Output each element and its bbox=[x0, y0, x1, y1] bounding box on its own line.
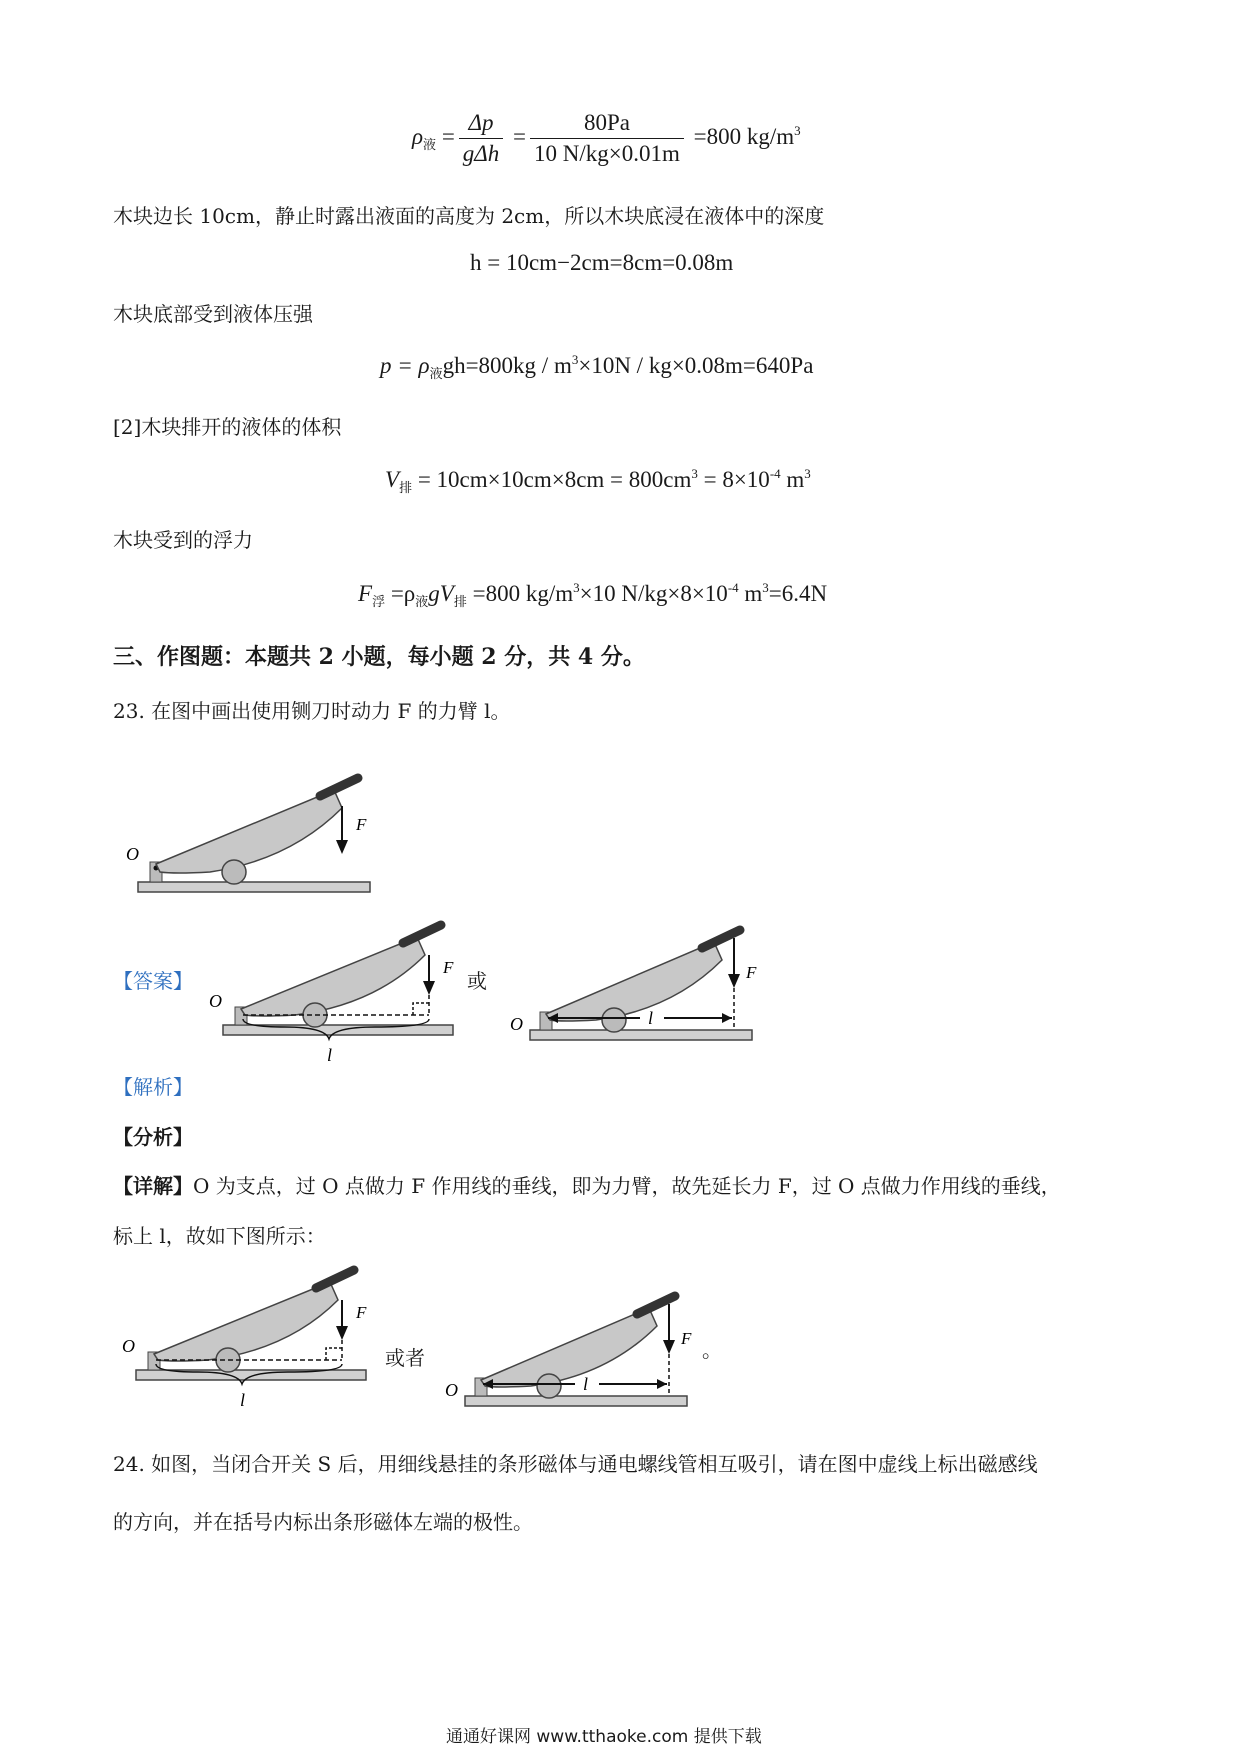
svg-text:F: F bbox=[356, 1303, 367, 1322]
svg-text:l: l bbox=[240, 1390, 246, 1410]
formula-buoyancy: $F_浮 =\rho_液gV_排 =800$ $kg/m^3\times 10$ $N/kg\times 8\times 10^{-4}$ $m^3=6.4N$ bbox=[358, 580, 828, 609]
svg-text:F: F bbox=[443, 958, 454, 977]
svg-text:O: O bbox=[126, 844, 139, 864]
svg-text:l: l bbox=[648, 1008, 654, 1028]
formula-density: $\rho_液$ = $\frac{\Delta p}{\text{gΔh}}$ = $\frac{80Pa}{10 N/kg\times 0.01m}$ =800 $kg/m^3$ bbox=[412, 110, 801, 166]
section-heading: 三、作图题：本题共 2 小题，每小题 2 分，共 4 分。 bbox=[113, 644, 645, 670]
text-depth: 木块边长 10cm，静止时露出液面的高度为 2cm，所以木块底浸在液体中的深度 bbox=[113, 204, 825, 228]
answer-diagram-1 bbox=[205, 915, 460, 1065]
detail-or: 或者 bbox=[385, 1346, 425, 1370]
answer-label: 【答案】 bbox=[113, 969, 193, 993]
text-buoyancy: 木块受到的浮力 bbox=[113, 528, 253, 552]
formula-depth: h = 10cm−2cm=8cm=0.08m bbox=[470, 250, 734, 275]
question-24-line-1: 24. 如图，当闭合开关 S 后，用细线悬挂的条形磁体与通电螺线管相互吸引，请在图中虚线上标出磁感线 bbox=[113, 1452, 1038, 1476]
detail-line-1: 【详解】O 为支点，过 O 点做力 F 作用线的垂线，即为力臂，故先延长力 F，过 O 点做力作用线的垂线， bbox=[113, 1174, 1061, 1198]
text-pressure: 木块底部受到液体压强 bbox=[113, 302, 313, 326]
formula-volume: $V_排 = 10cm\times 10cm\times 8cm = 800cm^3 = 8\times 10^{-4}$ $m^3$ bbox=[385, 466, 811, 495]
svg-text:F: F bbox=[746, 963, 757, 982]
svg-text:O: O bbox=[209, 991, 222, 1011]
footer-text: 通通好课网 www.tthaoke.com 提供下载 bbox=[446, 1727, 762, 1747]
svg-text:l: l bbox=[327, 1045, 333, 1065]
text-volume: [2]木块排开的液体的体积 bbox=[113, 415, 342, 439]
svg-text:O: O bbox=[445, 1380, 458, 1400]
detail-line-2: 标上 l，故如下图所示： bbox=[113, 1224, 326, 1248]
fenxi-label: 【分析】 bbox=[113, 1125, 193, 1149]
svg-text:F: F bbox=[681, 1329, 692, 1348]
detail-diagram-2 bbox=[435, 1284, 695, 1424]
answer-diagram-2 bbox=[500, 918, 760, 1058]
guillotine-question-diagram bbox=[120, 760, 380, 900]
detail-diagram-1 bbox=[118, 1260, 373, 1410]
detail-period: 。 bbox=[702, 1338, 722, 1362]
svg-text:l: l bbox=[583, 1374, 589, 1394]
answer-or: 或 bbox=[467, 969, 487, 993]
analysis-label: 【解析】 bbox=[113, 1075, 193, 1099]
svg-text:O: O bbox=[510, 1014, 523, 1034]
question-24-line-2: 的方向，并在括号内标出条形磁体左端的极性。 bbox=[113, 1510, 533, 1534]
svg-text:O: O bbox=[122, 1336, 135, 1356]
question-23: 23. 在图中画出使用铡刀时动力 F 的力臂 l。 bbox=[113, 699, 511, 723]
svg-text:F: F bbox=[356, 815, 367, 834]
formula-pressure: $p = \rho_液gh=800kg / m^3\times 10N / kg\times 0.08m=640Pa$ bbox=[380, 352, 814, 381]
